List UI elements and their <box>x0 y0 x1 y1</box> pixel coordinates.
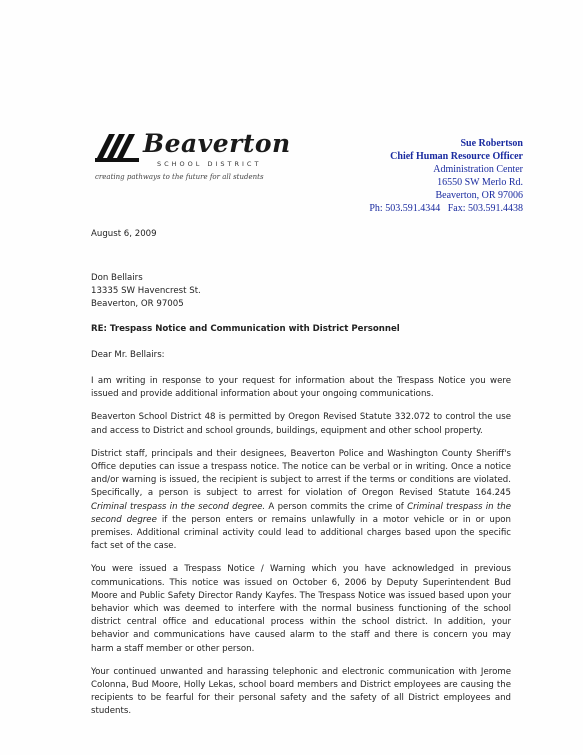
paragraph-3-statute-title: Criminal trespass in the second degree. <box>91 501 266 512</box>
paragraph-3-text-e: if the person enters or remains unlawfully in a motor vehicle or in or upon premises. Additional criminal activity could lead to additional charges based upon the specific fact set of the case. <box>91 514 511 552</box>
sender-phone-fax: Ph: 503.591.4344 Fax: 503.591.4438 <box>369 203 523 214</box>
district-logo <box>95 130 295 190</box>
sender-name: Sue Robertson <box>460 138 523 149</box>
sender-office: Administration Center <box>433 164 523 175</box>
recipient-city: Beaverton, OR 97005 <box>91 299 184 309</box>
letter-body <box>91 228 511 729</box>
sender-title: Chief Human Resource Officer <box>390 151 523 162</box>
paragraph-5: Your continued unwanted and harassing telephonic and electronic communication with Jerome Colonna, Bud Moore, Holly Lekas, school board members and District employees are causing the recipients to be fearful for their personal safety and the safety of all District employees and students. <box>91 666 511 717</box>
recipient-address <box>91 272 511 311</box>
subject-line: RE: Trespass Notice and Communication with District Personnel <box>91 324 400 334</box>
sender-street: 16550 SW Merlo Rd. <box>437 177 523 188</box>
beaverton-logo-icon <box>95 132 139 162</box>
sender-block <box>369 137 523 215</box>
paragraph-2: Beaverton School District 48 is permitted by Oregon Revised Statute 332.072 to control the use and access to District and school grounds, buildings, equipment and other school property. <box>91 412 511 436</box>
paragraph-3-crime-name: Criminal trespass in the second degree <box>91 501 512 525</box>
paragraph-3-text-a: District staff, principals and their designees, Beaverton Police and Washington County Sheriff's Office deputies can issue a trespass notice. The notice can be verbal or in writing. Once a notice and/or warning is issued, the recipient is subject to arrest if the terms or conditions are violated. Specifically, a person is subject to arrest for violation of Oregon Revised Statute 164.245 <box>91 448 511 499</box>
recipient-name: Don Bellairs <box>91 273 143 283</box>
logo-tagline: creating pathways to the future for all students <box>95 173 264 181</box>
salutation: Dear Mr. Bellairs: <box>91 350 165 360</box>
letter-date: August 6, 2009 <box>91 229 157 239</box>
logo-subtitle: SCHOOL DISTRICT <box>157 160 262 168</box>
recipient-street: 13335 SW Havencrest St. <box>91 286 201 296</box>
paragraph-1: I am writing in response to your request for information about the Trespass Notice you were issued and provide additional information about your ongoing communications. <box>91 376 511 400</box>
paragraph-4: You were issued a Trespass Notice / Warning which you have acknowledged in previous communications. This notice was issued on October 6, 2006 by Deputy Superintendent Bud Moore and Public Safety Director Randy Kayfes. The Trespass Notice was issued based upon your behavior which was deemed to interfere with the normal business functioning of the school district central office and educational process within the school district. In addition, your behavior and communications have caused alarm to the staff and there is concern you may harm a staff member or other person. <box>91 564 511 654</box>
paragraph-3 <box>91 448 511 554</box>
sender-city: Beaverton, OR 97006 <box>435 190 523 201</box>
logo-wordmark: Beaverton <box>143 129 291 158</box>
paragraph-3-text-c: A person commits the crime of <box>265 501 408 512</box>
